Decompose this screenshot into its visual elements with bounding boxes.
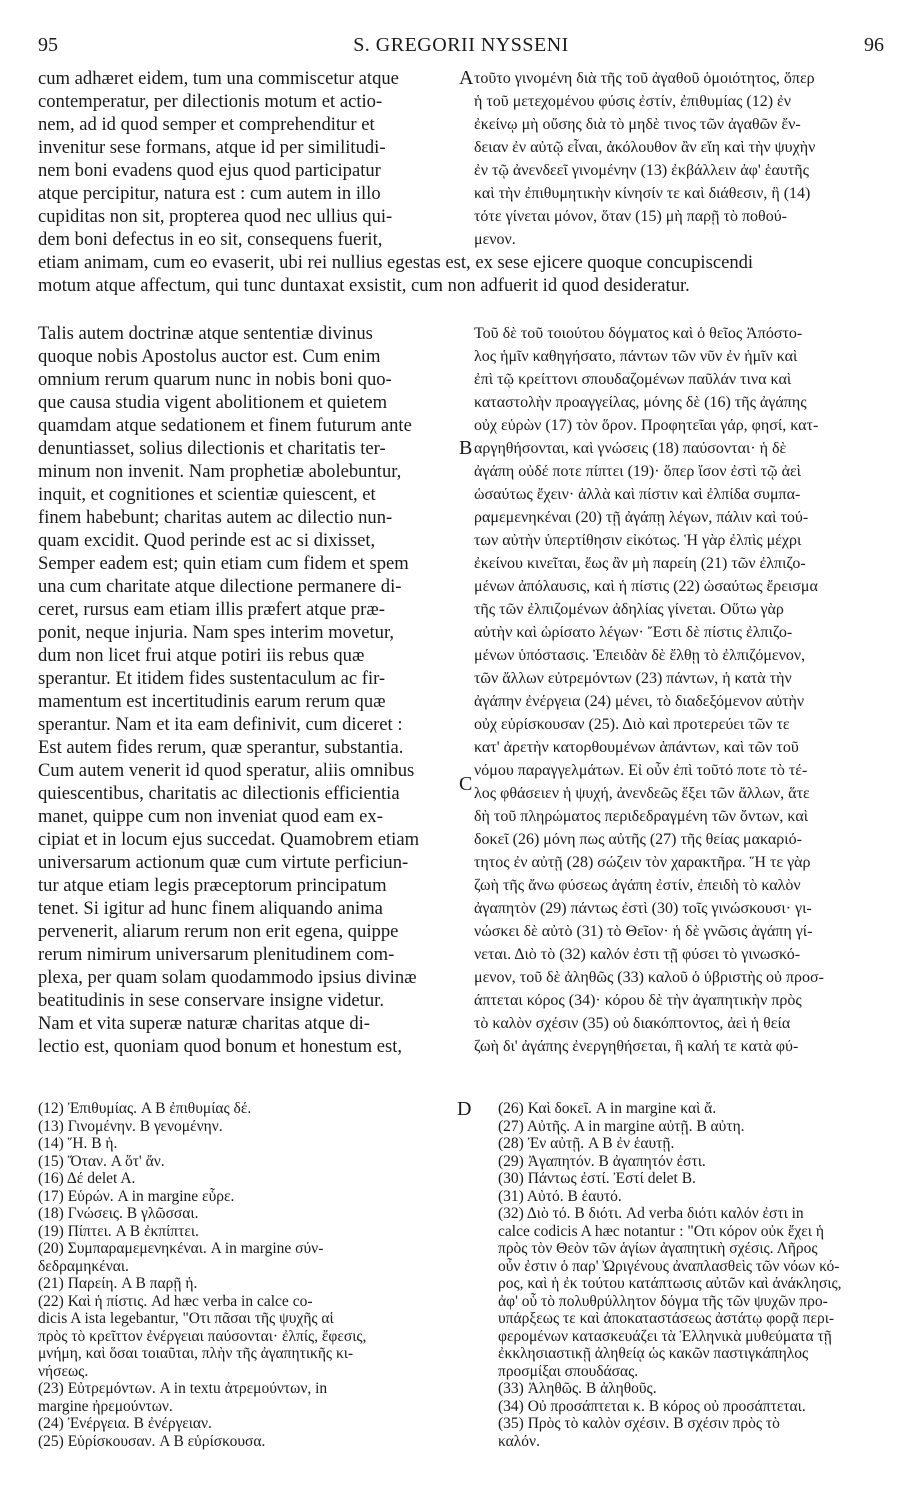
latin-text-line: plexa, per quam solam quodammodo ipsius divinæ bbox=[38, 967, 417, 988]
greek-text-line: οὐχ εὑρὼν (17) τὸν ὅρον. Προφητεῖαι γάρ, φησί, κατ- bbox=[474, 417, 819, 434]
greek-text-line: ἐκείνου κινεῖται, ἕως ἂν μὴ παρείη (21) τῶν ἐλπιζο- bbox=[474, 555, 806, 572]
footnote-line: (20) Συμπαραμεμενηκέναι. A in margine σύν- bbox=[38, 1240, 324, 1257]
greek-text-line: ζωὴ δι' ἀγάπης ἐνεργηθήσεται, ἣ καλή τε κατὰ φύ- bbox=[474, 1038, 799, 1055]
greek-text-line: ἀγάπην ἐνέργεια (24) μένει, τὸ διαδεξόμενον αὐτὴν bbox=[474, 693, 805, 710]
greek-text-line: δοκεῖ (26) μόνη πως αὐτῆς (27) τῆς θείας μακαριό- bbox=[474, 831, 802, 848]
greek-text-line: μενον. bbox=[474, 231, 516, 248]
latin-text-line: universarum actionum quæ cum virtute perficiun- bbox=[38, 852, 409, 873]
latin-text-line: Semper eadem est; quin etiam cum fidem et spem bbox=[38, 553, 409, 574]
latin-text-line: Cum autem venerit id quod speratur, aliis omnibus bbox=[38, 760, 415, 781]
latin-text-line: etiam animam, cum eo evaserit, ubi rei nullius egestas est, ex sese ejicere quoque concupiscendi bbox=[38, 252, 754, 273]
greek-text-line: τητος ἐν αὐτῇ (28) σώζειν τὸν χαρακτῆρα. Ἥ τε γὰρ bbox=[474, 854, 811, 871]
footnote-line: (12) Ἐπιθυμίας. A B ἐπιθυμίας δέ. bbox=[38, 1100, 252, 1117]
footnote-line: (22) Καὶ ἡ πίστις. Ad hæc verba in calce co- bbox=[38, 1292, 313, 1310]
footnote-line: (17) Εὑρών. A in margine εὗρε. bbox=[38, 1187, 235, 1205]
greek-text-line: ζωὴ τῆς ἄνω φύσεως ἀγάπη ἐστίν, ἐπειδὴ τὸ καλὸν bbox=[474, 877, 801, 894]
footnote-line: calce codicis A hæc notantur : "Οτι κόρον οὐκ ἔχει ἡ bbox=[498, 1222, 824, 1240]
section1-full-width-lines bbox=[38, 251, 886, 297]
latin-text-line: beatitudinis in sese conservare insigne videtur. bbox=[38, 990, 384, 1011]
greek-text-line: νώσκει δὲ αὐτὸ (31) τὸ Θεῖον· ἡ δὲ γνῶσις ἀγάπη γί- bbox=[474, 923, 813, 940]
footnote-line: (15) Ὅταν. A ὅτ' ἄν. bbox=[38, 1152, 165, 1170]
footnote-line: (30) Πάντως ἐστί. Ἐστί delet B. bbox=[498, 1170, 696, 1187]
greek-text-line: δειαν ἐν αὐτῷ εἶναι, ἀκόλουθον ἂν εἴη καὶ τὴν ψυχὴν bbox=[474, 139, 816, 156]
greek-text-line: αργηθήσονται, καὶ γνώσεις (18) παύσονται· ἡ δὲ bbox=[474, 440, 787, 457]
greek-text-line: ὡσαύτως ἔχειν· ἀλλὰ καὶ πίστιν καὶ ἐλπίδα συμπα- bbox=[474, 486, 801, 503]
margin-marker-a: A bbox=[459, 67, 474, 89]
footnote-line: margine ἠρεμούντων. bbox=[38, 1397, 173, 1415]
greek-text-line: τὸ καλὸν σχέσιν (35) οὐ διακόπτοντος, ἀεὶ ἡ θεία bbox=[474, 1015, 791, 1032]
footnote-line: (35) Πρὸς τὸ καλὸν σχέσιν. B σχέσιν πρὸς τὸ bbox=[498, 1415, 780, 1432]
footnotes-right-column bbox=[498, 1100, 886, 1450]
footnote-line: (27) Αὐτῆς. A in margine αὐτῇ. B αὐτη. bbox=[498, 1117, 745, 1135]
footnote-line: πρὸς τὸν Θεὸν τῶν ἁγίων ἀγαπητικὴ σχέσις. Λῆρος bbox=[498, 1240, 818, 1257]
latin-text-line: quam excidit. Quod perinde est ac si dixisset, bbox=[38, 530, 376, 551]
latin-text-line: que causa studia vigent abolitionem et quietem bbox=[38, 392, 388, 413]
footnote-line: (34) Οὐ προσάπτεται κ. B κόρος οὐ προσάπτεται. bbox=[498, 1397, 806, 1415]
latin-text-line: nem boni evadens quod ejus quod participatur bbox=[38, 160, 381, 181]
latin-text-line: tenet. Si igitur ad hunc finem aliquando anima bbox=[38, 898, 383, 919]
greek-column-section1 bbox=[474, 67, 886, 251]
footnote-line: (25) Εὑρίσκουσαν. A B εὑρίσκουσα. bbox=[38, 1432, 266, 1450]
greek-text-line: ἡ τοῦ μετεχομένου φύσις ἐστίν, ἐπιθυμίας (12) ἐν bbox=[474, 93, 791, 110]
footnote-line: (31) Αὐτό. B ἑαυτό. bbox=[498, 1187, 622, 1205]
greek-text-line: δὴ τοῦ πληρώματος περιδεδραγμένη τῶν ὄντων, καὶ bbox=[474, 808, 809, 825]
greek-text-line: λος φθάσειεν ἡ ψυχή, ἀνενδεῶς ἕξει τῶν ἄλλων, ἅτε bbox=[474, 785, 810, 802]
latin-text-line: dum non licet frui atque potiri iis rebus quæ bbox=[38, 645, 365, 666]
latin-text-line: nem, ad id quod semper et comprehenditur et bbox=[38, 114, 375, 135]
latin-text-line: mamentum est incertitudinis earum rerum quæ bbox=[38, 691, 386, 712]
footnote-line: ἐκκλησιαστικῇ ἀληθείᾳ ὡς κακῶν παστιγκάπηλος bbox=[498, 1345, 809, 1362]
footnote-line: (24) Ἐνέργεια. B ἐνέργειαν. bbox=[38, 1415, 212, 1432]
latin-text-line: invenitur sese formans, atque id per similitudi- bbox=[38, 137, 386, 158]
footnote-line: (13) Γινομένην. B γενομένην. bbox=[38, 1117, 223, 1135]
latin-text-line: sperantur. Et itidem fides sustentaculum ac fir- bbox=[38, 668, 386, 689]
latin-column-section1 bbox=[38, 67, 458, 251]
footnote-line: (23) Εὐτρεμόντων. A in textu ἀτρεμούντων, in bbox=[38, 1380, 328, 1397]
greek-text-line: ραμεμενηκέναι (20) τῇ ἀγάπῃ λέγων, πάλιν καὶ τού- bbox=[474, 509, 809, 526]
latin-text-line: una cum charitate atque dilectione permanere di- bbox=[38, 576, 402, 597]
footnote-line: (14) Ἥ. B ἡ. bbox=[38, 1135, 118, 1152]
latin-text-line: ceret, rursus eam etiam illis præfert atque præ- bbox=[38, 599, 385, 620]
footnote-line: (21) Παρείη. A B παρῇ ἡ. bbox=[38, 1275, 198, 1292]
latin-text-line: quoque nobis Apostolus auctor est. Cum enim bbox=[38, 346, 381, 367]
greek-text-line: ἀγάπη οὐδέ ποτε πίπτει (19)· ὅπερ ἴσον ἐστὶ τῷ ἀεὶ bbox=[474, 463, 801, 480]
page-number-left: 95 bbox=[38, 34, 58, 56]
latin-text-line: cupiditas non sit, propterea quod nec ullius qui- bbox=[38, 206, 393, 227]
greek-text-line: ἐπὶ τῷ κρείττονι σπουδαζομένων παῦλάν τινα καὶ bbox=[474, 371, 792, 388]
greek-text-line: αὐτὴν καὶ ὡρίσατο λέγων· Ἔστι δὲ πίστις ἐλπιζο- bbox=[474, 624, 793, 641]
latin-text-line: Talis autem doctrinæ atque sententiæ divinus bbox=[38, 323, 373, 344]
latin-text-line: inquit, et cognitiones et scientiæ quiescent, et bbox=[38, 484, 376, 505]
latin-text-line: sperantur. Nam et ita eam definivit, cum diceret : bbox=[38, 714, 403, 735]
greek-text-line: κατ' ἀρετὴν κατορθουμένων ἁπάντων, καὶ τῶν τοῦ bbox=[474, 739, 799, 756]
greek-text-line: καὶ τὴν ἐπιθυμητικὴν κίνησίν τε καὶ διάθεσιν, ἣ (14) bbox=[474, 185, 811, 202]
greek-text-line: οὐχ εὑρίσκουσαν (25). Διὸ καὶ προτερεύει τῶν τε bbox=[474, 716, 790, 733]
latin-text-line: omnium rerum quarum nunc in nobis boni quo- bbox=[38, 369, 392, 390]
page-number-right: 96 bbox=[864, 34, 884, 56]
footnote-line: ἀφ' οὗ τὸ πολυθρύλλητον δόγμα τῆς τῶν ψυχῶν προ- bbox=[498, 1292, 828, 1310]
greek-text-line: καταστολὴν προαγγείλας, μόνης δὲ (16) τῆς ἀγάπης bbox=[474, 394, 807, 411]
footnote-line: καλόν. bbox=[498, 1432, 540, 1450]
greek-text-line: τῆς τῶν ἐλπιζομένων ἀδηλίας γίνεται. Οὕτω γὰρ bbox=[474, 601, 784, 618]
footnote-line: μνήμη, καὶ ὅσαι τοιαῦται, πλὴν τῆς ἀγαπητικῆς κι- bbox=[38, 1345, 354, 1362]
footnote-line: (33) Ἀληθῶς. B ἀληθοῦς. bbox=[498, 1380, 657, 1397]
running-title: S. GREGORII NYSSENI bbox=[353, 34, 569, 56]
footnote-line: φερομένων κατασκευάζει τὰ Ἑλληνικὰ μυθεύματα τῇ bbox=[498, 1327, 832, 1345]
greek-text-line: νεται. Διὸ τὸ (32) καλόν ἐστι τῇ φύσει τὸ γινωσκό- bbox=[474, 946, 801, 963]
greek-text-line: νόμου παραγγελμάτων. Εἰ οὖν ἐπὶ τοῦτό ποτε τὸ τέ- bbox=[474, 762, 808, 779]
latin-text-line: ponit, neque injuria. Nam spes interim movetur, bbox=[38, 622, 395, 643]
greek-text-line: ἐκείνῳ μὴ οὔσης διὰ τὸ μηδὲ τινος τῶν ἀγαθῶν ἔν- bbox=[474, 116, 801, 133]
greek-text-line: των αὐτὴν ὑπερτίθησιν εἰκότως. Ἡ γὰρ ἐλπὶς μέχρι bbox=[474, 532, 802, 549]
running-header bbox=[38, 34, 884, 60]
footnote-line: (18) Γνώσεις. B γλῶσσαι. bbox=[38, 1205, 199, 1222]
latin-text-line: minum non invenit. Nam prophetiæ abolebuntur, bbox=[38, 461, 402, 482]
footnote-line: (19) Πίπτει. A B ἐκπίπτει. bbox=[38, 1222, 199, 1240]
latin-text-line: motum atque affectum, qui tunc duntaxat exsistit, cum non adfuerit id quod desideratur. bbox=[38, 275, 690, 296]
footnotes-left-column bbox=[38, 1100, 458, 1450]
footnote-line: (16) Δέ delet A. bbox=[38, 1170, 136, 1187]
latin-text-line: pervenerit, aliarum rerum non erit egena, quippe bbox=[38, 921, 399, 942]
greek-text-line: μένων ἀπόλαυσις, καὶ ἡ πίστις (22) ὡσαύτως ἔρεισμα bbox=[474, 578, 818, 595]
margin-marker-b: B bbox=[459, 437, 473, 459]
footnote-line: δεδραμηκέναι. bbox=[38, 1257, 129, 1275]
footnote-line: dicis A ista legebantur, "Οτι πᾶσαι τῆς ψυχῆς αἱ bbox=[38, 1310, 334, 1327]
latin-text-line: finem habebunt; charitas autem ac dilectio nun- bbox=[38, 507, 393, 528]
latin-text-line: lectio est, quoniam quod bonum et honestum est, bbox=[38, 1036, 403, 1057]
latin-text-line: quiescentibus, charitatis ac dilectionis efficientia bbox=[38, 783, 400, 804]
greek-text-line: τότε γίνεται μόνον, ὅταν (15) μὴ παρῇ τὸ ποθού- bbox=[474, 208, 787, 225]
latin-text-line: manet, quippe cum non inveniat quod eam ex- bbox=[38, 806, 383, 827]
footnote-line: νήσεως. bbox=[38, 1362, 89, 1380]
footnote-line: πρὸς τὸ κρεῖττον ἐνέργειαι παύσονται· ἐλπίς, ἔφεσις, bbox=[38, 1327, 367, 1345]
footnote-line: ρος, καὶ ἡ ἐκ τούτου κατάπτωσις αὐτῶν καὶ ἀνάκλησις, bbox=[498, 1275, 842, 1292]
greek-text-line: τῶν ἄλλων εὐτρεμόντων (23) πάντων, ἡ κατὰ τὴν bbox=[474, 670, 792, 687]
greek-text-line: ἀγαπητὸν (29) πάντως ἐστὶ (30) τοῖς γινώσκουσι· γι- bbox=[474, 900, 812, 917]
footnote-line: προσμίξαι σπουδάσας. bbox=[498, 1362, 639, 1380]
latin-text-line: dem boni defectus in eo sit, consequens fuerit, bbox=[38, 229, 383, 250]
latin-text-line: denuntiasset, solius dilectionis et charitatis ter- bbox=[38, 438, 386, 459]
margin-marker-d: D bbox=[457, 1098, 472, 1120]
footnote-line: (28) Ἐν αὐτῇ. A B ἐν ἑαυτῇ. bbox=[498, 1135, 675, 1152]
footnote-line: (29) Ἀγαπητόν. B ἀγαπητόν ἐστι. bbox=[498, 1152, 706, 1170]
footnote-line: οὖν ἐστιν ὁ παρ' Ὠριγένους ἀναπλασθεὶς τῶν νόων κό- bbox=[498, 1257, 840, 1275]
footnote-line: (32) Διὸ τό. B διότι. Ad verba διότι καλόν ἐστι in bbox=[498, 1205, 804, 1222]
greek-text-line: μένων ὑπόστασις. Ἐπειδὰν δὲ ἔλθῃ τὸ ἐλπιζόμενον, bbox=[474, 647, 806, 664]
greek-text-line: άπτεται κόρος (34)· κόρου δὲ τὴν ἀγαπητικὴν πρὸς bbox=[474, 992, 802, 1009]
footnote-line: (26) Καὶ δοκεῖ. A in margine καὶ ἄ. bbox=[498, 1100, 717, 1117]
latin-text-line: atque percipitur, natura est : cum autem in illo bbox=[38, 183, 381, 204]
latin-text-line: Est autem fides rerum, quæ sperantur, substantia. bbox=[38, 737, 404, 758]
latin-text-line: tur atque etiam legis præceptorum principatum bbox=[38, 875, 387, 896]
margin-marker-c: C bbox=[459, 773, 473, 795]
greek-column-section2 bbox=[474, 322, 886, 1058]
latin-text-line: cipiat et in locum ejus succedat. Quamobrem etiam bbox=[38, 829, 420, 850]
greek-text-line: τοῦτο γινομένη διὰ τῆς τοῦ ἀγαθοῦ ὁμοιότητος, ὅπερ bbox=[474, 70, 815, 87]
latin-text-line: quamdam atque sedationem et finem futurum ante bbox=[38, 415, 412, 436]
latin-text-line: contemperatur, per dilectionis motum et actio- bbox=[38, 91, 383, 112]
latin-text-line: Nam et vita superæ naturæ charitas atque di- bbox=[38, 1013, 371, 1034]
greek-text-line: λος ἡμῖν καθηγήσατο, πάντων τῶν νῦν ἐν ἡμῖν καὶ bbox=[474, 348, 798, 365]
greek-text-line: μενον, τοῦ δὲ ἀληθῶς (33) καλοῦ ὁ ὑβριστὴς οὐ προσ- bbox=[474, 969, 824, 986]
greek-text-line: ἐν τῷ ἀνενδεεῖ γινομένην (13) ἐκβάλλειν ἀφ' ἑαυτῆς bbox=[474, 162, 809, 179]
latin-column-section2 bbox=[38, 322, 458, 1058]
latin-text-line: cum adhæret eidem, tum una commiscetur atque bbox=[38, 68, 399, 89]
greek-text-line: Τοῦ δὲ τοῦ τοιούτου δόγματος καὶ ὁ θεῖος Ἀπόστο- bbox=[474, 325, 803, 342]
footnote-line: υπάρξεως τε καὶ ἀποκαταστάσεως ἀστάτῳ φορᾷ περι- bbox=[498, 1310, 835, 1327]
latin-text-line: rerum nimirum universarum plenitudinem com- bbox=[38, 944, 395, 965]
